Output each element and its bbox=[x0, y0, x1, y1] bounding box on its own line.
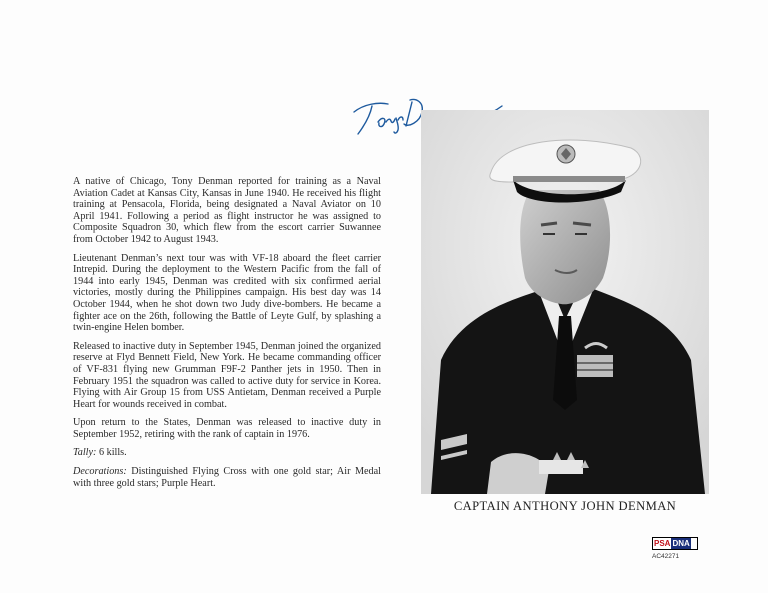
portrait-image bbox=[421, 110, 709, 494]
logo-dna: DNA bbox=[672, 539, 690, 548]
decorations-line bbox=[73, 466, 381, 489]
portrait-photo bbox=[421, 110, 709, 494]
biography-text bbox=[73, 176, 381, 496]
psa-dna-logo bbox=[652, 537, 698, 550]
tally-label: Tally: bbox=[73, 447, 97, 459]
certification-code: AC42271 bbox=[652, 553, 680, 560]
photo-caption: CAPTAIN ANTHONY JOHN DENMAN bbox=[453, 499, 677, 513]
logo-psa: PSA bbox=[654, 539, 671, 548]
tally-line bbox=[73, 447, 381, 459]
tally-value: 6 kills. bbox=[96, 447, 127, 459]
decorations-value: Distinguished Flying Cross with one gold star; Air Medal with three gold stars; Purple Heart. bbox=[73, 466, 381, 489]
bio-paragraph-4: Upon return to the States, Denman was released to inactive duty in September 1952, retiring with the rank of captain in 1976. bbox=[73, 417, 381, 440]
authentication-sticker bbox=[652, 537, 712, 560]
bio-paragraph-2: Lieutenant Denman’s next tour was with VF-18 aboard the fleet carrier Intrepid. During the deployment to the Western Pacific from the fall of 1944 into early 1945, Denman was credited with six confirmed aerial victories, mostly during the Philippines campaign. His best day was 14 October 1944, when he shot down two Judy dive-bombers. He became a fighter ace on the 26th, following the Battle of Leyte Gulf, by splashing a twin-engine Helen bomber. bbox=[73, 252, 381, 334]
bio-paragraph-1: A native of Chicago, Tony Denman reported for training as a Naval Aviation Cadet at Kansas City, Kansas in June 1940. He received his flight training at Pensacola, Florida, being designated a Naval Aviator on 10 April 1941. Following a period as flight instructor he was assigned to Composite Squadron 30, which flew from the escort carrier Suwannee from October 1942 to August 1943. bbox=[73, 176, 381, 245]
decorations-label: Decorations: bbox=[73, 466, 127, 478]
bio-paragraph-3: Released to inactive duty in September 1945, Denman joined the organized reserve at Flyd Bennett Field, New York. He became commanding officer of VF-831 flying new Grumman F9F-2 Panther jets in 1950. Then in February 1951 the squadron was called to active duty for service in Korea. Flying with Air Group 15 from USS Antietam, Denman received a Purple Heart for wounds received in combat. bbox=[73, 340, 381, 410]
